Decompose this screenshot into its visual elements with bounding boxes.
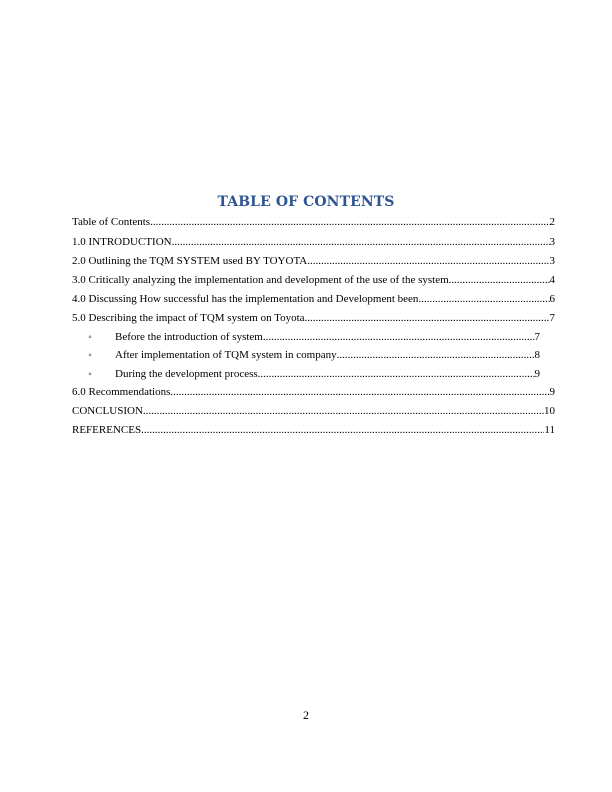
toc-entry-label: 1.0 INTRODUCTION — [72, 236, 172, 248]
toc-entry-page: 3 — [549, 236, 555, 248]
toc-entry-recommendations[interactable] — [72, 386, 555, 399]
toc-entry-page: 7 — [549, 312, 555, 324]
dot-leader — [172, 236, 550, 249]
dot-leader — [170, 386, 549, 399]
dot-leader — [141, 424, 544, 437]
dot-leader — [449, 274, 550, 287]
toc-subentry-after-implementation[interactable] — [115, 349, 540, 362]
toc-entry-page: 7 — [534, 331, 540, 343]
toc-entry-label: 4.0 Discussing How successful has the implementation and Development been — [72, 293, 419, 305]
dot-leader — [418, 293, 549, 306]
page-number: 2 — [303, 708, 309, 722]
toc-heading: TABLE OF CONTENTS — [217, 194, 395, 210]
toc-entry-label: 5.0 Describing the impact of TQM system on Toyota — [72, 312, 305, 324]
toc-entry-page: 6 — [549, 293, 555, 305]
toc-entry-label: 3.0 Critically analyzing the implementation and development of the use of the system — [72, 274, 449, 286]
toc-entry-critically-analyzing[interactable] — [72, 274, 555, 287]
dot-leader — [337, 349, 535, 362]
toc-entry-label: 6.0 Recommendations — [72, 386, 171, 398]
toc-entry-describing-impact[interactable] — [72, 312, 555, 325]
toc-entry-label: Table of Contents — [72, 216, 151, 228]
toc-entry-label: 2.0 Outlining the TQM SYSTEM used BY TOYOTA — [72, 255, 308, 267]
dot-leader — [263, 331, 535, 344]
toc-entry-page: 10 — [544, 405, 555, 417]
toc-entry-label: After implementation of TQM system in company — [115, 349, 337, 361]
dot-leader — [305, 312, 550, 325]
bullet-icon: ◦ — [88, 369, 92, 380]
dot-leader — [150, 216, 549, 229]
toc-entry-page: 4 — [549, 274, 555, 286]
toc-entry-label: REFERENCES — [72, 424, 142, 436]
bullet-icon: ◦ — [88, 350, 92, 361]
toc-entry-label: CONCLUSION — [72, 405, 143, 417]
dot-leader — [307, 255, 549, 268]
dot-leader — [143, 405, 544, 418]
toc-entry-outlining-tqm[interactable] — [72, 255, 555, 268]
toc-entry-discussing-success[interactable] — [72, 293, 555, 306]
toc-entry-page: 3 — [549, 255, 555, 267]
toc-entry-label: Before the introduction of system — [115, 331, 263, 343]
toc-entry-page: 11 — [544, 424, 555, 436]
toc-entry-page: 9 — [534, 368, 540, 380]
toc-entry-references[interactable] — [72, 424, 555, 437]
toc-entry-label: During the development process — [115, 368, 258, 380]
dot-leader — [258, 368, 535, 381]
toc-entry-table-of-contents[interactable] — [72, 216, 555, 229]
toc-entry-page: 9 — [549, 386, 555, 398]
toc-subentry-before-introduction[interactable] — [115, 331, 540, 344]
toc-entry-page: 8 — [534, 349, 540, 361]
toc-entry-introduction[interactable] — [72, 236, 555, 249]
toc-subentry-during-development[interactable] — [115, 368, 540, 381]
toc-entry-page: 2 — [549, 216, 555, 228]
toc-entry-conclusion[interactable] — [72, 405, 555, 418]
bullet-icon: ◦ — [88, 332, 92, 343]
